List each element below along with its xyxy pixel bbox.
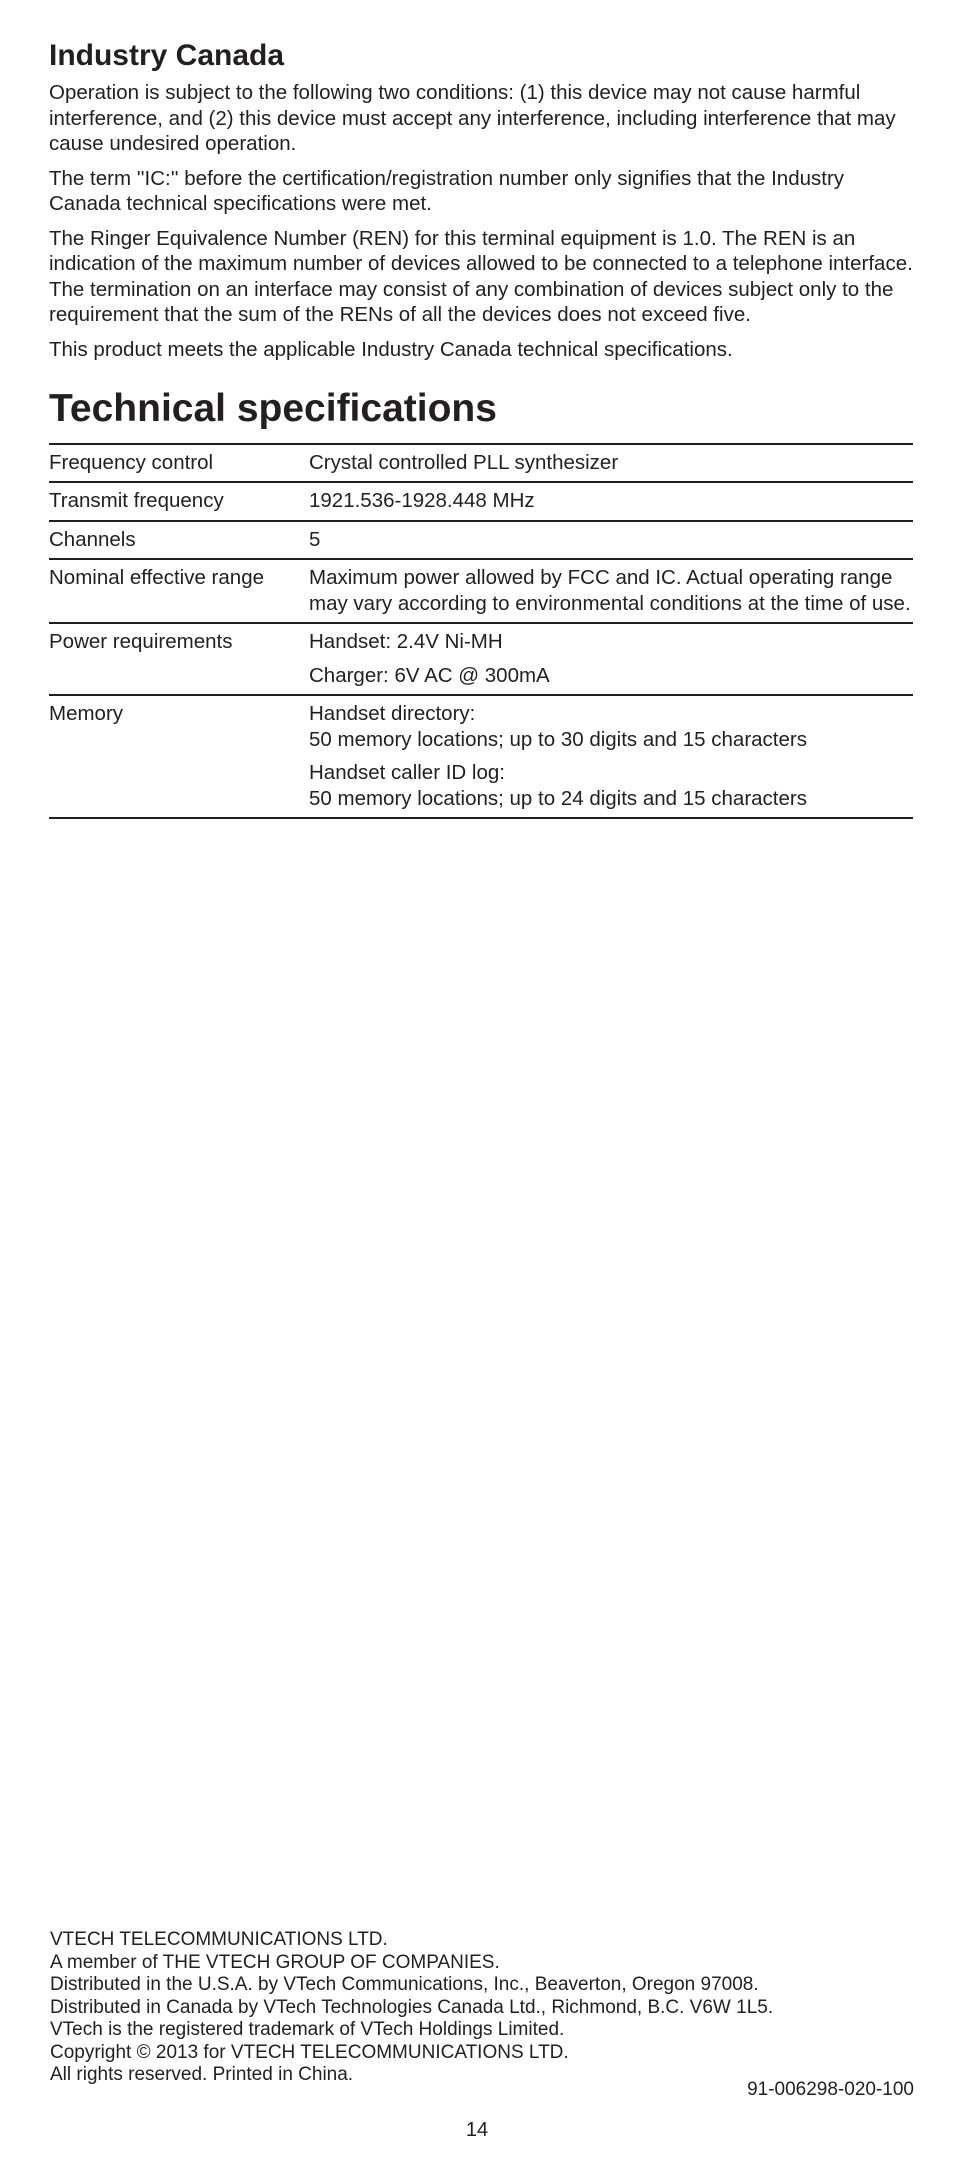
- spec-label: Transmit frequency: [49, 489, 224, 513]
- footer-line: VTECH TELECOMMUNICATIONS LTD.: [50, 1929, 388, 1950]
- part-number: 91-006298-020-100: [747, 2079, 914, 2100]
- spec-value-line: 50 memory locations; up to 30 digits and 15 characters: [309, 727, 807, 751]
- spec-label: Nominal effective range: [49, 566, 264, 590]
- spec-row-power-requirements: [49, 623, 913, 695]
- footer-line: A member of THE VTECH GROUP OF COMPANIES.: [50, 1951, 500, 1973]
- page-content: [49, 38, 913, 819]
- spec-value-line: Handset: 2.4V Ni-MH: [309, 630, 503, 654]
- memory-caller-id-group: [309, 760, 913, 811]
- ic-paragraph-operation: Operation is subject to the following two conditions: (1) this device may not cause harmful interference, and (2) this device must accept any interference, including interference that may cause undesired operation.: [49, 81, 896, 155]
- spec-value-line: Handset caller ID log:: [309, 761, 505, 785]
- spec-value: [309, 482, 913, 521]
- spec-value: [309, 559, 913, 623]
- technical-specifications-heading: Technical specifications: [49, 387, 497, 430]
- industry-canada-heading: Industry Canada: [49, 39, 285, 72]
- ic-paragraph-meets: This product meets the applicable Industry Canada technical specifications.: [49, 337, 733, 361]
- spec-value-line: Maximum power allowed by FCC and IC. Actual operating range may vary according to environmental conditions at the time of use.: [309, 566, 911, 615]
- spec-value: [309, 444, 913, 483]
- spec-label: Power requirements: [49, 630, 233, 654]
- spec-label: Memory: [49, 702, 124, 726]
- footer-imprint: [50, 1929, 914, 2087]
- spec-value-line: Handset directory:: [309, 702, 476, 726]
- spec-row-nominal-effective-range: [49, 559, 913, 623]
- spec-row-memory: [49, 695, 913, 818]
- page-number: 14: [465, 2119, 489, 2141]
- spec-value: [309, 695, 913, 818]
- spec-label: Frequency control: [49, 450, 214, 474]
- spec-value: [309, 521, 913, 560]
- footer-line: Copyright © 2013 for VTECH TELECOMMUNICATIONS LTD.: [50, 2041, 569, 2063]
- spec-value-line: Charger: 6V AC @ 300mA: [309, 663, 550, 687]
- spec-row-transmit-frequency: [49, 482, 913, 521]
- spec-value-line: 5: [309, 527, 321, 551]
- spec-value-line: Crystal controlled PLL synthesizer: [309, 450, 619, 474]
- spec-value-line: 50 memory locations; up to 24 digits and 15 characters: [309, 786, 807, 810]
- spec-row-frequency-control: [49, 444, 913, 483]
- footer-line: Distributed in the U.S.A. by VTech Communications, Inc., Beaverton, Oregon 97008.: [50, 1974, 759, 1995]
- footer-line: All rights reserved. Printed in China.: [50, 2064, 354, 2085]
- spec-value-line: 1921.536-1928.448 MHz: [309, 489, 535, 513]
- specifications-table: [49, 443, 913, 820]
- ic-paragraph-ren: The Ringer Equivalence Number (REN) for this terminal equipment is 1.0. The REN is an indication of the maximum number of devices allowed to be connected to a telephone interface. The termination on an interface may consist of any combination of devices subject only to the requirement that the sum of the RENs of all the devices does not exceed five.: [49, 226, 913, 326]
- footer-line: Distributed in Canada by VTech Technologies Canada Ltd., Richmond, B.C. V6W 1L5.: [50, 1996, 774, 2018]
- spec-label: Channels: [49, 527, 136, 551]
- spec-value: [309, 623, 913, 695]
- spec-row-channels: [49, 521, 913, 560]
- footer-line: VTech is the registered trademark of VTech Holdings Limited.: [50, 2019, 565, 2040]
- ic-paragraph-term: The term ''IC:'' before the certification/registration number only signifies that the Industry Canada technical specifications were met.: [49, 166, 845, 215]
- memory-directory-group: [309, 701, 913, 752]
